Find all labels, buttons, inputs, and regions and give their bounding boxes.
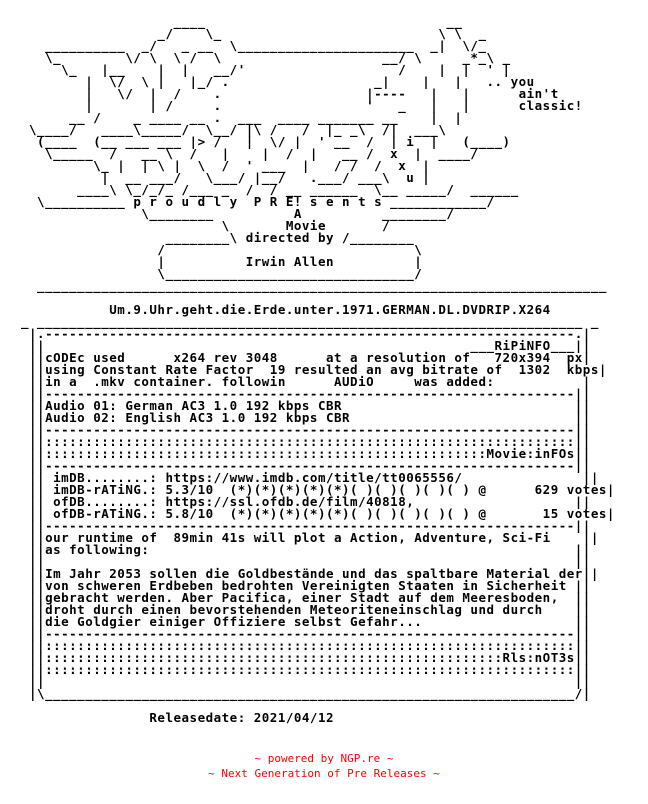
nfo-line: ||our runtime of 89min 41s will plot a Action, Adventure, Sci-Fi || xyxy=(21,530,607,545)
nfo-line: ||droht durch einen bevorstehenden Meteoriteneinschlag und durch || xyxy=(21,602,599,617)
tagline-text: ~ Next Generation of Pre Releases ~ xyxy=(208,767,440,780)
nfo-line: || ___RiPiNFO___|| xyxy=(21,338,599,353)
nfo-line: || imDB-rATiNG.: 5.3/10 (*)(*)(*)(*)(*)( )( )( )( )( ) @ 629 votes| xyxy=(21,482,623,497)
nfo-line: (____ (__ ___ ___ |> / | \/ | ' __ / | i | (____) xyxy=(21,134,599,149)
nfo-line: ||Im Jahr 2053 sollen die Goldbestände und das spaltbare Material der|| xyxy=(21,566,607,581)
nfo-line: ||::::::::::::::::::::::::::::::::::::::::::::::::::::::::::::::::::|| xyxy=(21,434,599,449)
nfo-line: _ ____________________________________________________________________ _ xyxy=(21,314,599,329)
nfo-line: \_ | | \ | \ / ' ___ | / / / x | xyxy=(21,158,583,173)
nfo-line: ||------------------------------------------------------------------|| xyxy=(21,518,599,533)
nfo-line: |\__________________________________________________________________/| xyxy=(21,686,599,701)
nfo-line: ||:::::::::::::::::::::::::::::::::::::::::::::::::::::::::Rls:nOT3s|| xyxy=(21,650,599,665)
nfo-line: ||------------------------------------------------------------------|| xyxy=(21,626,599,641)
nfo-line: ||gebracht werden. Aber Pacifica, einer Stadt auf dem Meeresboden, || xyxy=(21,590,599,605)
nfo-line: ||:::::::::::::::::::::::::::::::::::::::::::::::::::::::Movie:inFOs|| xyxy=(21,446,599,461)
nfo-line: || imDB........: https://www.imdb.com/title/tt0065556/ || xyxy=(21,470,607,485)
powered-by-text: ~ powered by NGP.re ~ xyxy=(254,752,394,765)
nfo-line: \_____ / __ \ / | | / | __ / x | ____/ xyxy=(21,146,583,161)
nfo-line: ||cODEc used x264 rev 3048 at a resolution of 720x394 px| xyxy=(21,350,599,365)
nfo-line: || ofDB-rATiNG.: 5.8/10 (*)(*)(*)(*)(*)( )( )( )( )( ) @ 15 votes| xyxy=(21,506,623,521)
nfo-line: \________ A ________/ xyxy=(21,206,575,221)
nfo-line: \_ \/ \ \ / \ __/ \ _*_\ _ xyxy=(21,50,599,65)
nfo-line: ||------------------------------------------------------------------|| xyxy=(21,458,599,473)
nfo-text xyxy=(21,16,631,724)
nfo-line: \__________ p r o u d l y P R E! s e n t s ____________/ xyxy=(21,194,527,209)
nfo-line: ||Audio 01: German AC3 1.0 192 kbps CBR || xyxy=(21,398,599,413)
nfo-line: \ Movie / xyxy=(21,218,575,233)
nfo-line: | Irwin Allen | xyxy=(21,254,575,269)
nfo-line: | \/ | / . |---- | | ain't xyxy=(21,86,607,101)
nfo-line: __ / _ ____ __ . ___ ____ _______ __ | | xyxy=(21,110,607,125)
nfo-line: ||as following: || xyxy=(21,542,599,557)
nfo-line: || || xyxy=(21,674,599,689)
nfo-line: \_ |__ | | __/' / | | ' | xyxy=(21,62,607,77)
nfo-line: ||Audio 02: English AC3 1.0 192 kbps CBR || xyxy=(21,410,599,425)
nfo-line: __________ _/ _ __ \______________________ _| \/_ xyxy=(21,38,615,53)
footer xyxy=(0,751,648,781)
nfo-line: \_______________________________/ xyxy=(21,266,575,281)
nfo-line: |.------------------------------------------------------------------.| xyxy=(21,326,599,341)
nfo-line: / \ xyxy=(21,242,575,257)
nfo-line: ||------------------------------------------------------------------|| xyxy=(21,386,599,401)
nfo-line: || || xyxy=(21,554,599,569)
nfo-line: || ofDB........: https://ssl.ofdb.de/film/40818, || xyxy=(21,494,599,509)
nfo-line: Releasedate: 2021/04/12 xyxy=(21,710,607,725)
nfo-line: \____/ ____\_____/ \__/ |\ / / |_ _\ /| ___\ xyxy=(21,122,607,137)
nfo-line: ________\ directed by /________ xyxy=(21,230,583,245)
nfo-line: _______________________________________________________________________ xyxy=(21,278,607,293)
nfo-line: ||von schweren Erdbeben bedrohten Vereinigten Staaten in Sicherheit || xyxy=(21,578,599,593)
nfo-line: ||------------------------------------------------------------------|| xyxy=(21,422,599,437)
nfo-line: ||::::::::::::::::::::::::::::::::::::::::::::::::::::::::::::::::::|| xyxy=(21,662,599,677)
nfo-line: ||using Constant Rate Factor 19 resulted an avg bitrate of 1302 kbps| xyxy=(21,362,615,377)
nfo-line: ____\ \_/_/_ /___ _ / / __ ______ \__ _____/ ______ xyxy=(21,182,599,197)
nfo-line: | \/ \ | |_/ . _| | | .. you xyxy=(21,74,607,89)
nfo-line: ||die Goldgier einiger Offiziere selbst Gefahr... || xyxy=(21,614,599,629)
nfo-line: _/ \_ \ \ _ xyxy=(21,26,623,41)
nfo-line: ||::::::::::::::::::::::::::::::::::::::::::::::::::::::::::::::::::|| xyxy=(21,638,599,653)
nfo-line: | | / . ' _ | | classic! xyxy=(21,98,607,113)
nfo-line: Um.9.Uhr.geht.die.Erde.unter.1971.GERMAN.DL.DVDRIP.X264 xyxy=(21,302,623,317)
nfo-line: | __ ___/ \___/ |__/ .___/ ___\ u | xyxy=(21,170,591,185)
nfo-line: ||in a .mkv container. followin AUDiO was added: | xyxy=(21,374,599,389)
nfo-line: ____ __ xyxy=(21,14,631,29)
